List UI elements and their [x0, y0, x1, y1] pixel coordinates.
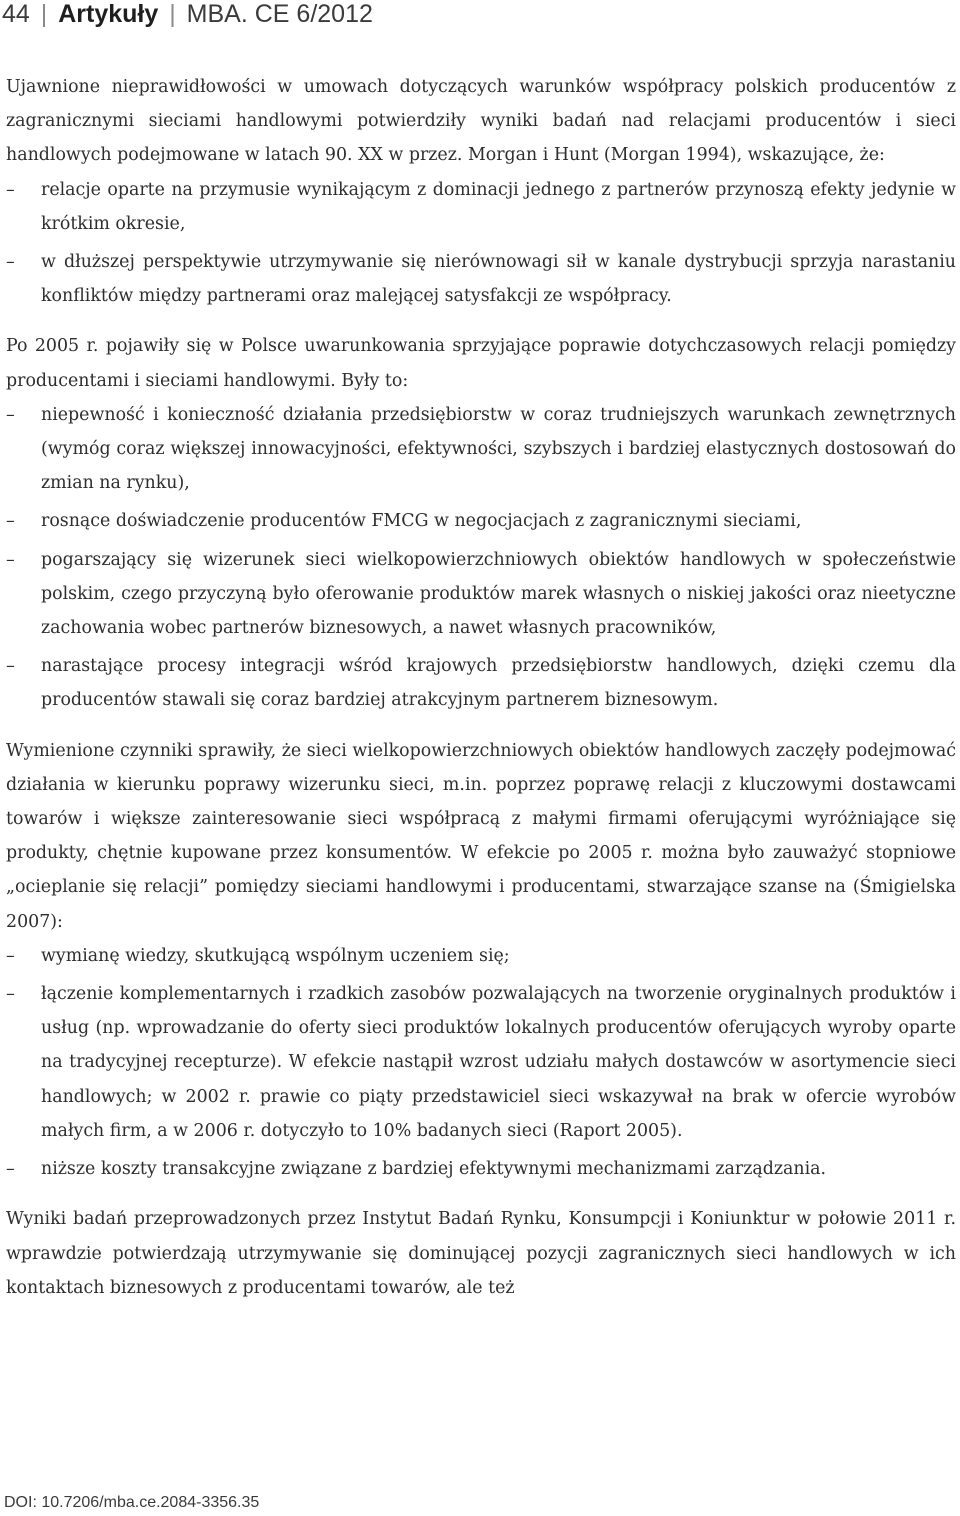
list-item: [6, 543, 956, 646]
list-item: [6, 1152, 956, 1186]
dash-marker: –: [6, 404, 15, 425]
paragraph: Wymienione czynniki sprawiły, że sieci wielkopowierzchniowych obiektów handlowych zaczęły podejmować działania w kierunku poprawy wizerunku sieci, m.in. poprzez poprawę relacji z kluczowymi dostawcami towarów i większe zainteresowanie sieci współpracą z małymi firmami oferującymi wyróżniające się produkty, chętnie kupowane przez konsumentów. W efekcie po 2005 r. można było zauważyć stopniowe „ocieplanie się relacji” pomiędzy sieciami handlowymi i producentami, stwarzające szanse na (Śmigielska 2007):: [6, 740, 956, 932]
bullet-list: [6, 398, 956, 718]
page-header: [2, 0, 373, 30]
list-item: [6, 977, 956, 1148]
list-item-text: łączenie komplementarnych i rzadkich zasobów pozwalających na tworzenie oryginalnych produktów i usług (np. wprowadzanie do oferty sieci produktów lokalnych producentów oferujących wyroby oparte na tradycyjnej recepturze). W efekcie nastąpił wzrost udziału małych dostawców w asortymencie sieci handlowych; w 2002 r. prawie co piąty przedstawiciel sieci wskazywał na brak w ofercie wyrobów małych firm, a w 2006 r. dotyczyło to 10% badanych sieci (Raport 2005).: [41, 984, 956, 1141]
dash-marker: –: [6, 252, 15, 273]
paragraph: Po 2005 r. pojawiły się w Polsce uwarunkowania sprzyjające poprawie dotychczasowych relacji pomiędzy producentami i sieciami handlowymi. Były to:: [6, 336, 956, 391]
dash-marker: –: [6, 549, 15, 570]
journal-issue: MBA. CE 6/2012: [186, 0, 373, 28]
paragraph: Wyniki badań przeprowadzonych przez Instytut Badań Rynku, Konsumpcji i Koniunktur w połowie 2011 r. wprawdzie potwierdzają utrzymywanie się dominującej pozycji zagranicznych sieci handlowych w ich kontaktach biznesowych z producentami towarów, ale też: [6, 1209, 956, 1298]
dash-marker: –: [6, 511, 15, 532]
list-item-text: pogarszający się wizerunek sieci wielkopowierzchniowych obiektów handlowych w społeczeństwie polskim, czego przyczyną było oferowanie produktów marek własnych o niskiej jakości oraz nieetyczne zachowania wobec partnerów biznesowych, a nawet własnych pracowników,: [41, 549, 956, 639]
article-body: [6, 70, 956, 1305]
doi-footer: DOI: 10.7206/mba.ce.2084-3356.35: [4, 1494, 260, 1511]
list-item: [6, 245, 956, 313]
list-item-text: relacje oparte na przymusie wynikającym z dominacji jednego z partnerów przynoszą efekty jedynie w krótkim okresie,: [41, 179, 956, 234]
header-separator: |: [40, 0, 48, 28]
page-number: 44: [2, 0, 30, 28]
list-item-text: w dłuższej perspektywie utrzymywanie się nierównowagi sił w kanale dystrybucji sprzyja narastaniu konfliktów między partnerami oraz malejącej satysfakcji ze współpracy.: [41, 252, 956, 307]
list-item: [6, 649, 956, 717]
bullet-list: [6, 939, 956, 1186]
dash-marker: –: [6, 945, 15, 966]
list-item: [6, 173, 956, 241]
dash-marker: –: [6, 656, 15, 677]
list-item: [6, 939, 956, 973]
list-item-text: wymianę wiedzy, skutkującą wspólnym uczeniem się;: [41, 945, 510, 966]
bullet-list: [6, 173, 956, 314]
list-item: [6, 504, 956, 538]
dash-marker: –: [6, 179, 15, 200]
paragraph: Ujawnione nieprawidłowości w umowach dotyczących warunków współpracy polskich producentów z zagranicznymi sieciami handlowymi potwierdziły wyniki badań nad relacjami producentów i sieci handlowych podejmowane w latach 90. XX w przez. Morgan i Hunt (Morgan 1994), wskazujące, że:: [6, 77, 956, 166]
dash-marker: –: [6, 984, 15, 1005]
list-item-text: rosnące doświadczenie producentów FMCG w negocjacjach z zagranicznymi sieciami,: [41, 511, 802, 532]
dash-marker: –: [6, 1159, 15, 1180]
list-item-text: narastające procesy integracji wśród krajowych przedsiębiorstw handlowych, dzięki czemu dla producentów stawali się coraz bardziej atrakcyjnym partnerem biznesowym.: [41, 656, 956, 711]
section-name: Artykuły: [58, 0, 159, 28]
header-separator: |: [169, 0, 176, 28]
list-item: [6, 398, 956, 501]
list-item-text: niższe koszty transakcyjne związane z bardziej efektywnymi mechanizmami zarządzania.: [41, 1159, 827, 1180]
list-item-text: niepewność i konieczność działania przedsiębiorstw w coraz trudniejszych warunkach zewnętrznych (wymóg coraz większej innowacyjności, efektywności, szybszych i bardziej elastycznych dostosowań do zmian na rynku),: [41, 404, 956, 494]
